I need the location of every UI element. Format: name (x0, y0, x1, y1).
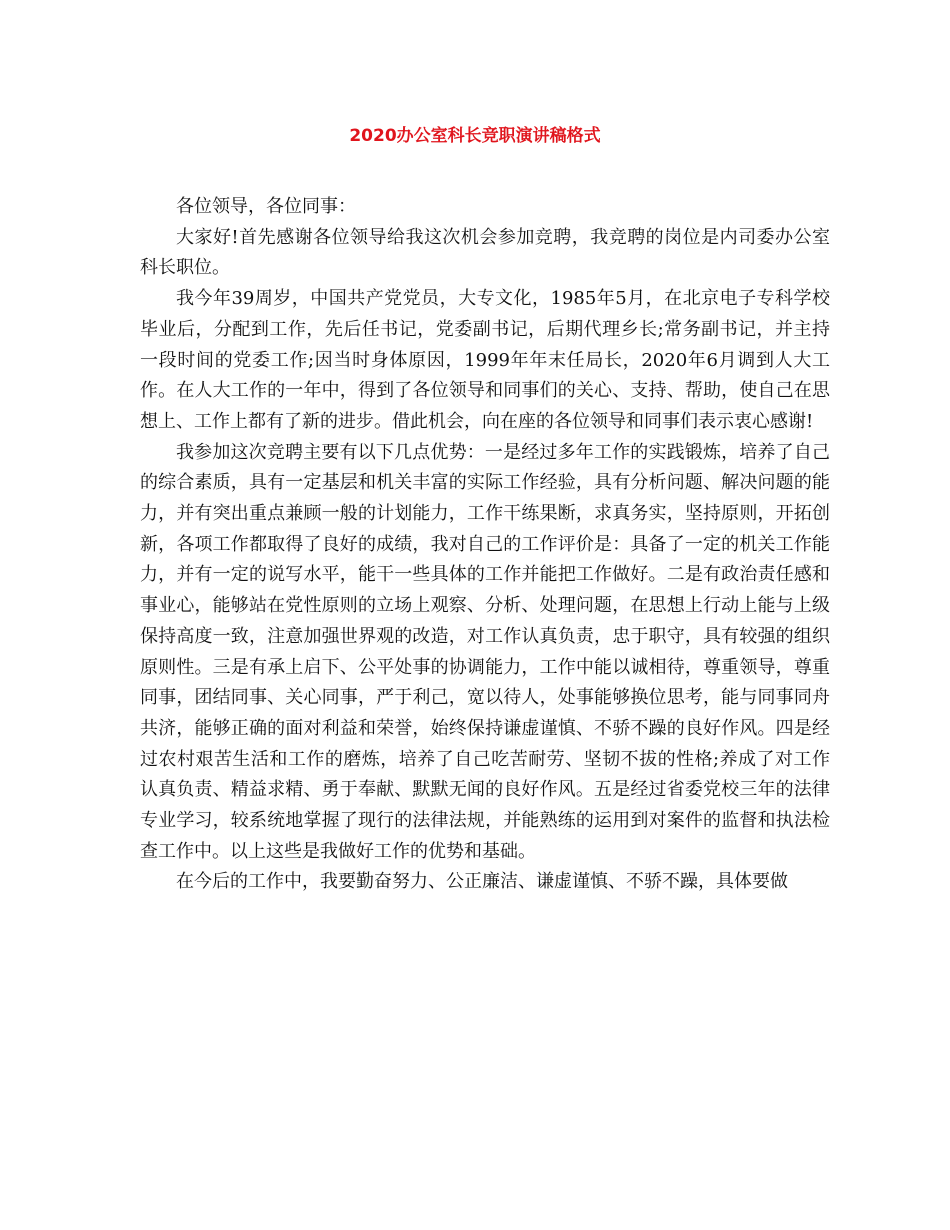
document-title: 2020办公室科长竞职演讲稿格式 (349, 126, 601, 146)
paragraph-advantages: 我参加这次竞聘主要有以下几点优势：一是经过多年工作的实践锻炼，培养了自己的综合素质，具有一定基层和机关丰富的实际工作经验，具有分析问题、解决问题的能力，并有突出重点兼顾一般的计划能力，工作干练果断，求真务实，坚持原则，开拓创新，各项工作都取得了良好的成绩，我对自己的工作评价是：具备了一定的机关工作能力，并有一定的说写水平，能干一些具体的工作并能把工作做好。二是有政治责任感和事业心，能够站在党性原则的立场上观察、分析、处理问题，在思想上行动上能与上级保持高度一致，注意加强世界观的改造，对工作认真负责，忠于职守，具有较强的组织原则性。三是有承上启下、公平处事的协调能力，工作中能以诚相待，尊重领导，尊重同事，团结同事、关心同事，严于利己，宽以待人，处事能够换位思考，能与同事同舟共济，能够正确的面对利益和荣誉，始终保持谦虚谨慎、不骄不躁的良好作风。四是经过农村艰苦生活和工作的磨炼，培养了自己吃苦耐劳、坚韧不拔的性格;养成了对工作认真负责、精益求精、勇于奉献、默默无闻的良好作风。五是经过省委党校三年的法律专业学习，较系统地掌握了现行的法律法规，并能熟练的运用到对案件的监督和执法检查工作中。以上这些是我做好工作的优势和基础。 (140, 441, 830, 862)
paragraph-future-work: 在今后的工作中，我要勤奋努力、公正廉洁、谦虚谨慎、不骄不躁，具体要做 (176, 871, 788, 893)
paragraph-greeting: 各位领导，各位同事： (176, 196, 356, 217)
paragraph-opening: 大家好!首先感谢各位领导给我这次机会参加竞聘，我竞聘的岗位是内司委办公室科长职位。 (140, 226, 830, 279)
paragraph-background: 我今年39周岁，中国共产党党员，大专文化，1985年5月，在北京电子专科学校毕业后，分配到工作，先后任书记，党委副书记，后期代理乡长;常务副书记，并主持一段时间的党委工作;因当时身体原因，1999年年末任局长，2020年6月调到人大工作。在人大工作的一年中，得到了各位领导和同事们的关心、支持、帮助，使自己在思想上、工作上都有了新的进步。借此机会，向在座的各位领导和同事们表示衷心感谢! (140, 288, 830, 432)
document-body (140, 192, 830, 898)
